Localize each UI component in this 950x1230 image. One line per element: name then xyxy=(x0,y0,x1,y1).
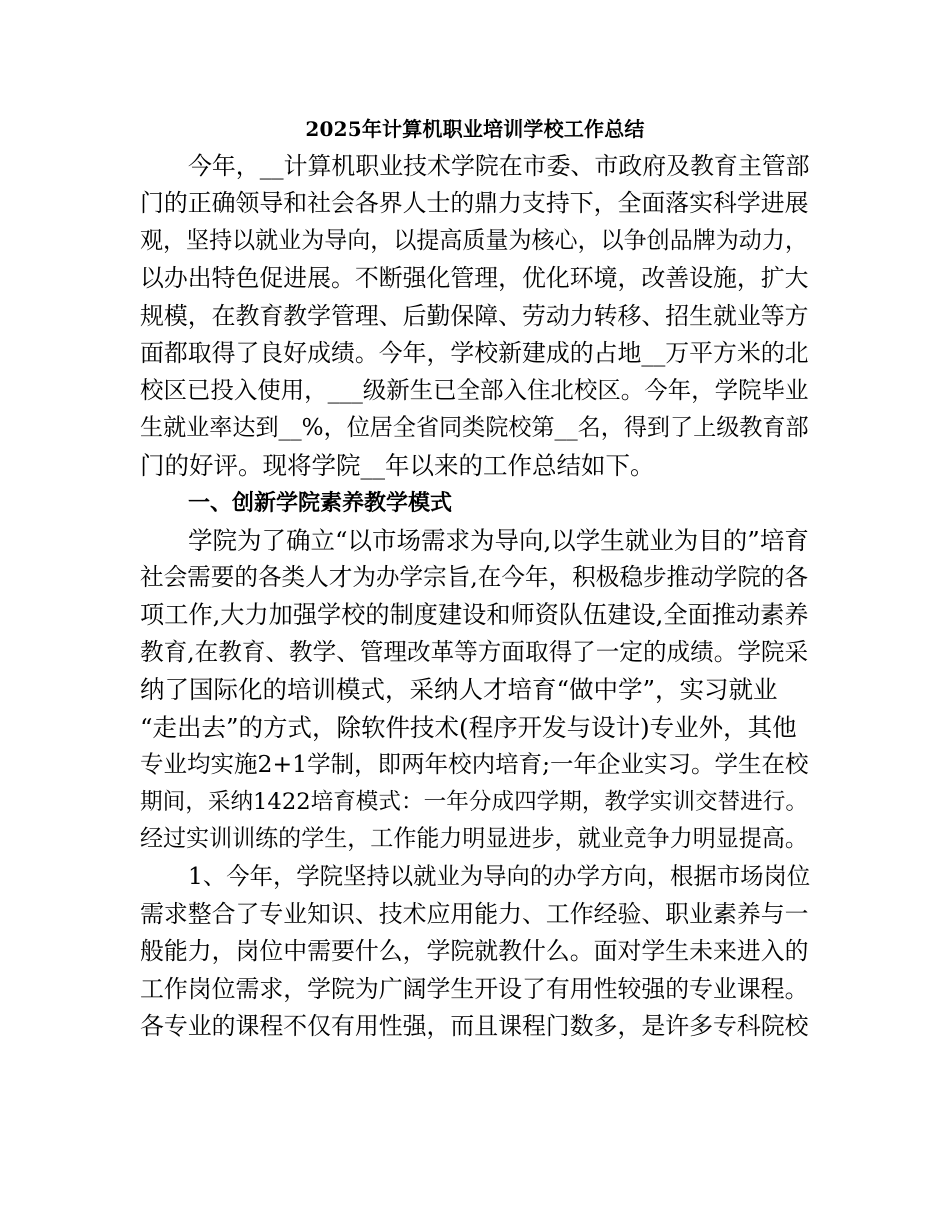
paragraph-line: 校区已投入使用，___级新生已全部入住北校区。今年，学院毕业 xyxy=(140,376,809,405)
paragraph-line: 般能力，岗位中需要什么，学院就教什么。面对学生未来进入的 xyxy=(140,937,809,966)
paragraph-line: 社会需要的各类人才为办学宗旨,在今年，积极稳步推动学院的各 xyxy=(140,563,809,592)
paragraph-line: 1、今年，学院坚持以就业为导向的办学方向，根据市场岗位 xyxy=(188,862,811,891)
paragraph-line: 观，坚持以就业为导向，以提高质量为核心，以争创品牌为动力， xyxy=(140,227,808,254)
paragraph-line: 经过实训训练的学生，工作能力明显进步，就业竞争力明显提高。 xyxy=(140,826,808,853)
document-body xyxy=(140,148,812,1045)
paragraph-line: 规模，在教育教学管理、后勤保障、劳动力转移、招生就业等方 xyxy=(140,301,809,330)
section-heading: 一、创新学院素养教学模式 xyxy=(188,489,453,516)
paragraph-line: 学院为了确立“以市场需求为导向,以学生就业为目的”培育 xyxy=(188,525,809,555)
paragraph-line: 教育,在教育、教学、管理改革等方面取得了一定的成绩。学院采 xyxy=(140,638,809,667)
paragraph-line: 面都取得了良好成绩。今年，学校新建成的占地__万平方米的北 xyxy=(140,338,809,367)
paragraph-line: 项工作,大力加强学校的制度建设和师资队伍建设,全面推动素养 xyxy=(140,600,809,629)
paragraph-line: 门的正确领导和社会各界人士的鼎力支持下，全面落实科学进展 xyxy=(140,189,809,218)
paragraph-line: 以办出特色促进展。不断强化管理，优化环境，改善设施，扩大 xyxy=(140,264,809,293)
paragraph-line: “走出去”的方式，除软件技术(程序开发与设计)专业外，其他 xyxy=(140,712,797,742)
paragraph-line: 门的好评。现将学院__年以来的工作总结如下。 xyxy=(140,451,655,481)
paragraph-line: 今年，__计算机职业技术学院在市委、市政府及教育主管部 xyxy=(188,152,810,180)
paragraph-line: 各专业的课程不仅有用性强，而且课程门数多，是许多专科院校 xyxy=(140,1011,809,1040)
paragraph-line: 专业均实施2+1学制，即两年校内培育;一年企业实习。学生在校 xyxy=(140,750,809,779)
paragraph-line: 需求整合了专业知识、技术应用能力、工作经验、职业素养与一 xyxy=(140,899,809,928)
document-title: 2025年计算机职业培训学校工作总结 xyxy=(305,117,645,141)
paragraph-line: 纳了国际化的培训模式，采纳人才培育“做中学”，实习就业 xyxy=(140,675,778,705)
paragraph-line: 工作岗位需求，学院为广阔学生开设了有用性较强的专业课程。 xyxy=(140,974,809,1003)
paragraph-line: 生就业率达到__%，位居全省同类院校第__名，得到了上级教育部 xyxy=(140,414,809,441)
paragraph-line: 期间，采纳1422培育模式：一年分成四学期，教学实训交替进行。 xyxy=(140,788,808,815)
